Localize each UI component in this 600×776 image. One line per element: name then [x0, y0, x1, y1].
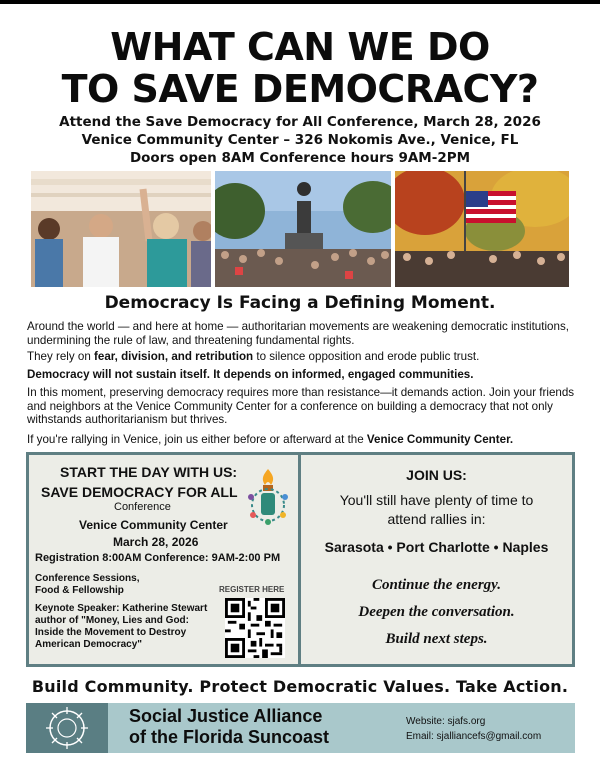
- event-info-box: [26, 452, 575, 667]
- paragraph-2-tail: to silence opposition and erode public trust.: [253, 350, 480, 363]
- org-website[interactable]: Website: sjafs.org: [406, 716, 486, 727]
- conference-label: Conference: [114, 501, 171, 513]
- rallies-intro-line-2: attend rallies in:: [387, 511, 486, 527]
- footer-slogan: Build Community. Protect Democratic Values. Take Action.: [31, 677, 569, 696]
- subtitle-line-3: Doors open 8AM Conference hours 9AM-2PM: [129, 150, 471, 166]
- sessions-text: [35, 573, 165, 597]
- photo-audience: [31, 171, 211, 287]
- org-logo: [26, 703, 108, 753]
- rallies-intro-line-1: You'll still have plenty of time to: [339, 492, 534, 508]
- org-email[interactable]: Email: sjalliancefs@gmail.com: [406, 731, 542, 742]
- tagline-2: Deepen the conversation.: [358, 604, 515, 620]
- photo-rally-statue: [215, 171, 391, 287]
- paragraph-5-emphasis: Venice Community Center.: [366, 433, 514, 446]
- paragraph-2-emphasis: fear, division, and retribution: [94, 350, 254, 363]
- register-here-label: REGISTER HERE: [219, 585, 285, 594]
- conference-panel: [29, 455, 298, 664]
- subtitle-line-1: Attend the Save Democracy for All Conference, March 28, 2026: [59, 114, 541, 130]
- paragraph-3: Democracy will not sustain itself. It depends on informed, engaged communities.: [27, 368, 474, 381]
- rally-cities: Sarasota • Port Charlotte • Naples: [324, 539, 549, 555]
- venue-name: Venice Community Center: [79, 518, 228, 532]
- paragraph-2-lead: They rely on: [27, 350, 95, 363]
- paragraph-4: In this moment, preserving democracy requires more than resistance—it demands action. Join your friends and neighbors at the Venice Community Center for a conference on building a democracy that not only withstands authoritarianism but thrives.: [27, 386, 575, 426]
- keynote-line-2: author of "Money, Lies and God:: [35, 615, 189, 626]
- tagline-1: Continue the energy.: [371, 577, 502, 593]
- registration-qr-code[interactable]: [225, 598, 285, 658]
- rallies-panel: [301, 455, 572, 664]
- top-rule: [0, 0, 600, 4]
- rallies-intro: [301, 491, 572, 529]
- join-heading: JOIN US:: [406, 467, 467, 483]
- sessions-line-2: Food & Fellowship: [35, 585, 124, 596]
- page-title: [0, 26, 600, 110]
- torch-logo-icon: [243, 467, 293, 525]
- paragraph-1: Around the world — and here at home — authoritarian movements are weakening democratic institutions, undermining the rule of law, and threatening fundamental rights.: [27, 320, 569, 347]
- org-banner: [26, 703, 575, 753]
- org-name-line-1: Social Justice Alliance: [129, 706, 323, 726]
- title-line-1: WHAT CAN WE DO: [110, 25, 490, 69]
- paragraph-2: [27, 350, 575, 364]
- keynote-line-1: Keynote Speaker: Katherine Stewart: [35, 603, 208, 614]
- subtitle-line-2: Venice Community Center – 326 Nokomis Ave., Venice, FL: [81, 132, 519, 148]
- tagline-3: Build next steps.: [385, 631, 488, 647]
- photo-strip: [31, 171, 569, 287]
- org-name-line-2: of the Florida Suncoast: [129, 727, 330, 747]
- event-date: March 28, 2026: [113, 535, 199, 549]
- photo-rally-flag: [395, 171, 569, 287]
- org-emblem-icon: [26, 703, 108, 753]
- paragraph-5: [27, 433, 575, 447]
- paragraph-5-lead: If you're rallying in Venice, join us either before or afterward at the: [27, 433, 367, 446]
- keynote-text: [35, 603, 240, 651]
- sessions-line-1: Conference Sessions,: [35, 573, 140, 584]
- section-headline: Democracy Is Facing a Defining Moment.: [104, 293, 496, 313]
- start-heading: START THE DAY WITH US:: [60, 464, 238, 480]
- keynote-line-3: Inside the Movement to Destroy: [35, 627, 187, 638]
- conference-name: SAVE DEMOCRACY FOR ALL: [41, 484, 238, 500]
- org-name: [129, 706, 329, 748]
- registration-times: Registration 8:00AM Conference: 9AM-2:00 PM: [35, 552, 281, 564]
- keynote-line-4: American Democracy": [35, 639, 143, 650]
- title-line-2: TO SAVE DEMOCRACY?: [61, 67, 539, 111]
